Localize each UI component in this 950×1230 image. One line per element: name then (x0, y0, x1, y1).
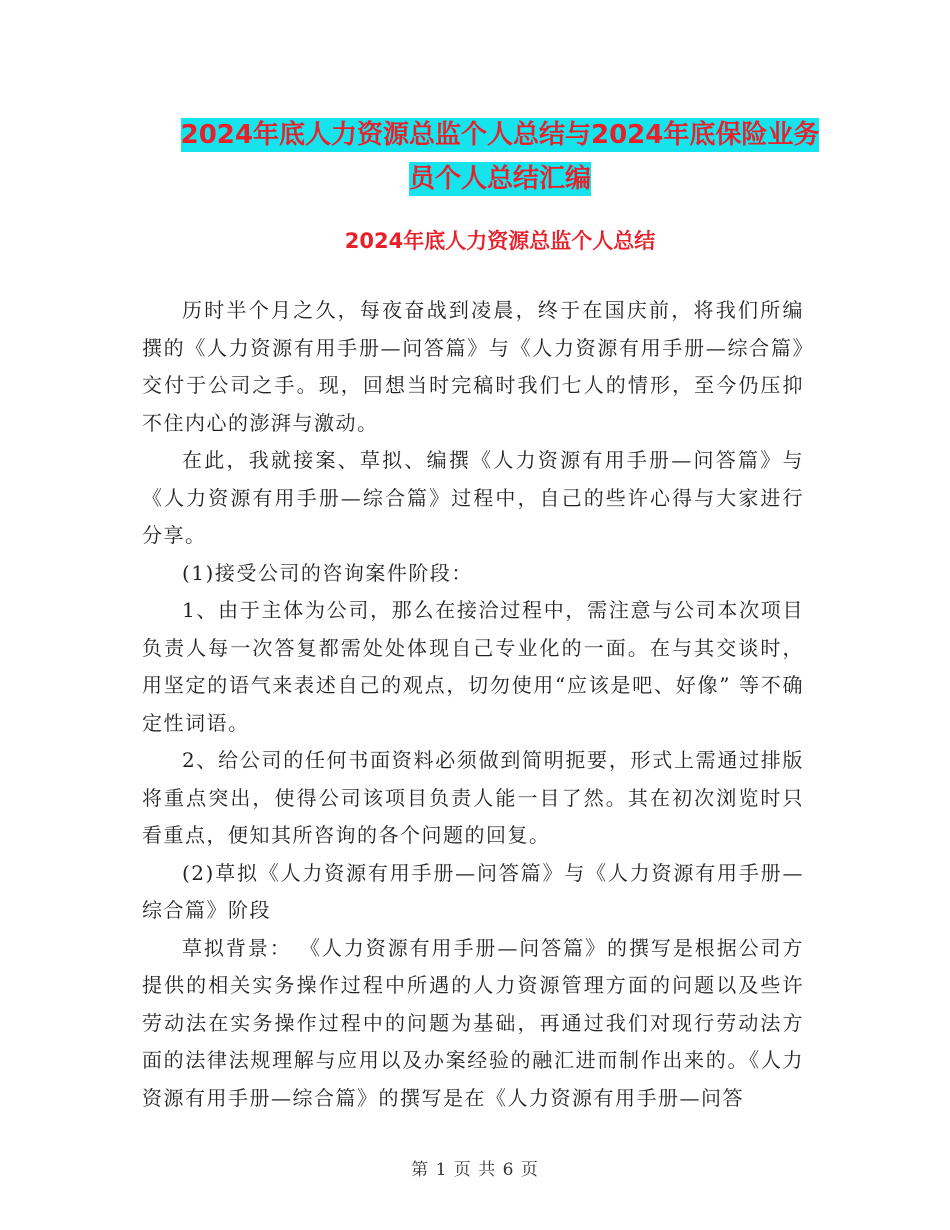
title-highlight: 2024年底人力资源总监个人总结与2024年底保险业务 (180, 120, 820, 150)
paragraph: 草拟背景： 《人力资源有用手册—问答篇》的撰写是根据公司方提供的相关实务操作过程中所遇的人力资源管理方面的问题以及些许劳动法在实务操作过程中的问题为基础，再通过我们对现行劳动法方面的法律法规理解与应用以及办案经验的融汇进而制作出来的。《人力资源有用手册—综合篇》的撰写是在《人力资源有用手册—问答 (142, 935, 804, 1110)
section-heading: 2024年底人力资源总监个人总结 (344, 229, 656, 253)
body-text (142, 292, 804, 1117)
paragraph: 2、给公司的任何书面资料必须做到简明扼要，形式上需通过排版将重点突出，使得公司该项目负责人能一目了然。其在初次浏览时只看重点，便知其所咨询的各个问题的回复。 (142, 748, 804, 847)
paragraph: 历时半个月之久，每夜奋战到凌晨，终于在国庆前，将我们所编撰的《人力资源有用手册—问答篇》与《人力资源有用手册—综合篇》交付于公司之手。现，回想当时完稿时我们七人的情形，至今仍压抑不住内心的澎湃与激动。 (142, 298, 804, 435)
page-number: 第 1 页 共 6 页 (411, 1160, 539, 1180)
title-highlight: 员个人总结汇编 (408, 164, 591, 194)
document-title-line2 (140, 158, 860, 195)
paragraph: 在此，我就接案、草拟、编撰《人力资源有用手册—问答篇》与《人力资源有用手册—综合篇》过程中，自己的些许心得与大家进行分享。 (142, 448, 804, 547)
paragraph: (2)草拟《人力资源有用手册—问答篇》与《人力资源有用手册—综合篇》阶段 (142, 860, 804, 922)
paragraph: 1、由于主体为公司，那么在接洽过程中，需注意与公司本次项目负责人每一次答复都需处处体现自己专业化的一面。在与其交谈时，用坚定的语气来表述自己的观点，切勿使用“应该是吧、好像” 等不确定性词语。 (142, 598, 804, 735)
document-title-line1 (140, 114, 860, 151)
paragraph: (1)接受公司的咨询案件阶段： (182, 560, 473, 585)
